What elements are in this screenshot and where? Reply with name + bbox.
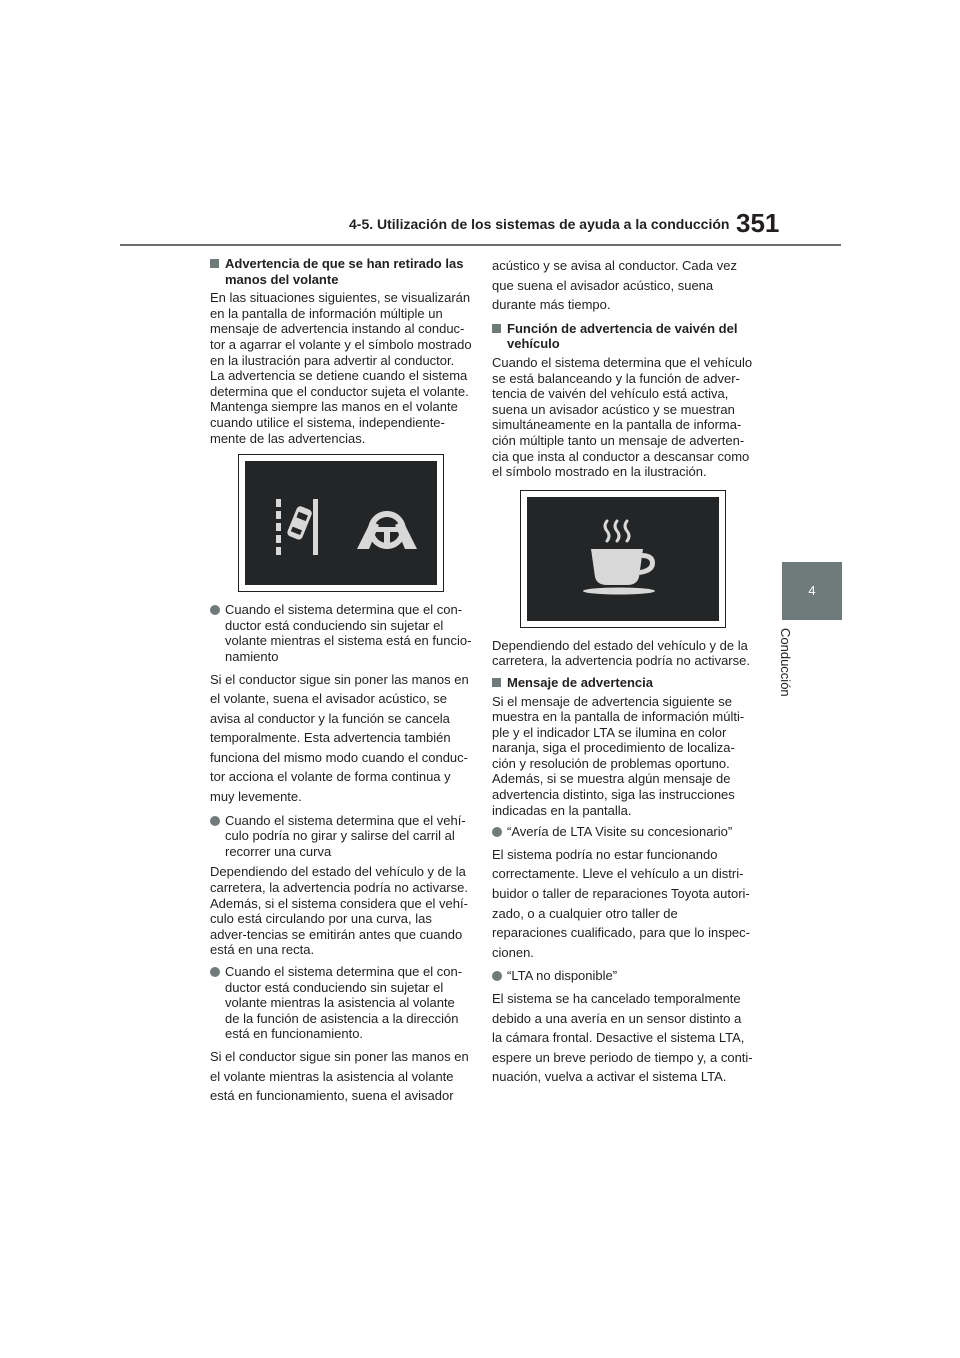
hands-off-warning-figure (238, 454, 444, 592)
lane-vehicle-icon (273, 497, 323, 557)
page-number: 351 (736, 208, 780, 238)
bullet-item: “LTA no disponible” (492, 968, 754, 984)
paragraph: Si el conductor sigue sin poner las manos en el volante mientras la asistencia al volante está en funcionamiento, suena el avisador (210, 1048, 469, 1104)
paragraph: Dependiendo del estado del vehículo y de la carretera, la advertencia podría no activarse. Además, si el sistema considera que el vehí-culo está circulando por una curva, las adver-tencias se emitirán antes que cuando está en una recta. (210, 864, 468, 958)
section-heading: Advertencia de que se han retirado las manos del volante (210, 256, 472, 287)
section-title: 4-5. Utilización de los sistemas de ayuda a la conducción (349, 216, 730, 232)
paragraph: El sistema se ha cancelado temporalmente debido a una avería en un sensor distinto a la cámara frontal. Desactive el sistema LTA, espere un breve periodo de tiempo y, a conti-nuación, vuelva a activar el sistema LTA. (492, 991, 753, 1085)
bullet-item: Cuando el sistema determina que el con-ductor está conduciendo sin sujetar el volante mientras el sistema está en funcio-namiento (210, 602, 472, 664)
right-column (492, 256, 754, 1093)
paragraph: Dependiendo del estado del vehículo y de la carretera, la advertencia podría no activarse. (492, 637, 750, 669)
section-heading: Mensaje de advertencia (492, 675, 754, 691)
chapter-label (778, 628, 801, 708)
paragraph: El sistema podría no estar funcionando correctamente. Lleve el vehículo a un distri-buidor o taller de reparaciones Toyota autori-zado, o a cualquier otro taller de reparaciones cualificado, para que lo inspec-cionen. (492, 846, 750, 960)
paragraph: Si el conductor sigue sin poner las manos en el volante, suena el avisador acústico, se avisa al conductor y la función se cancela temporalmente. Esta advertencia también funciona del mismo modo cuando el conduc-tor acciona el volante de forma continua y muy levemente. (210, 671, 469, 805)
chapter-label-text: Conducción (778, 628, 793, 697)
coffee-break-figure (520, 490, 726, 628)
paragraph: acústico y se avisa al conductor. Cada vez que suena el avisador acústico, suena durante más tiempo. (492, 258, 737, 313)
display-screen (527, 497, 719, 621)
display-screen (245, 461, 437, 585)
paragraph: Si el mensaje de advertencia siguiente se muestra en la pantalla de información múlti-ple y el indicador LTA se ilumina en color naranja, siga el procedimiento de localiza-ción y resolución de problemas oportuno. Además, si se muestra algún mensaje de advertencia distinto, siga las instrucciones indicadas en la pantalla. (492, 693, 745, 818)
left-column (210, 256, 472, 1112)
bullet-item: “Avería de LTA Visite su concesionario” (492, 824, 754, 840)
paragraph: Cuando el sistema determina que el vehículo se está balanceando y la función de adver-tencia de vaivén del vehículo está activa, suena un avisador acústico y se muestran simultáneamente en la pantalla de informa-ción múltiple tanto un mensaje de adverten-cia que insta al conductor a descansar como el símbolo mostrado en la ilustración. (492, 354, 753, 480)
steering-wheel-hands-icon (355, 505, 419, 555)
header-divider (120, 244, 841, 246)
section-heading: Función de advertencia de vaivén del vehículo (492, 321, 754, 352)
bullet-item: Cuando el sistema determina que el con-ductor está conduciendo sin sujetar el volante mientras la asistencia al volante de la función de asistencia a la dirección está en funcionamiento. (210, 964, 472, 1042)
chapter-tab[interactable]: 4 (782, 562, 842, 620)
coffee-cup-icon (575, 515, 671, 605)
paragraph: En las situaciones siguientes, se visualizarán en la pantalla de información múltiple un mensaje de advertencia instando al conduc-tor a agarrar el volante y el símbolo mostrado en la ilustración para advertir al conductor. La advertencia se detiene cuando el sistema determina que el conductor sujeta el volante. Mantenga siempre las manos en el volante cuando utilice el sistema, independiente-mente de las advertencias. (210, 290, 472, 446)
bullet-item: Cuando el sistema determina que el vehí-culo podría no girar y salirse del carril al recorrer una curva (210, 813, 472, 860)
